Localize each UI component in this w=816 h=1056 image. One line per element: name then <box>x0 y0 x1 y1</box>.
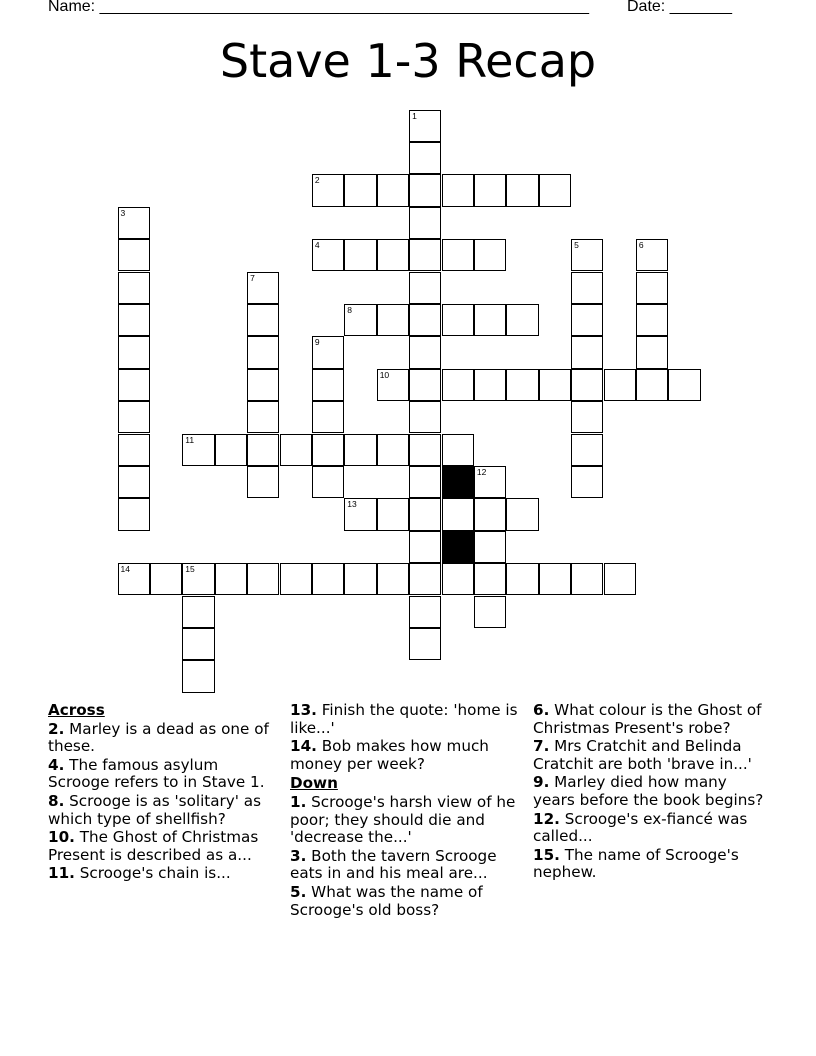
clue-number-label: 6 <box>638 240 644 251</box>
clue-across-10 <box>48 829 283 864</box>
crossword-cell[interactable] <box>377 174 409 206</box>
clue-down-1 <box>290 794 525 847</box>
crossword-cell[interactable] <box>344 434 376 466</box>
crossword-cell[interactable] <box>409 239 441 271</box>
crossword-cell[interactable] <box>506 563 538 595</box>
clue-number-label: 7 <box>250 272 255 283</box>
page-title: Stave 1-3 Recap <box>219 34 597 88</box>
crossword-cell[interactable] <box>409 434 441 466</box>
crossword-cell[interactable] <box>118 434 150 466</box>
crossword-cell[interactable] <box>506 304 538 336</box>
clue-number-label: 10 <box>379 369 390 380</box>
crossword-cell[interactable] <box>409 336 441 368</box>
crossword-cell[interactable] <box>571 304 603 336</box>
clue-column-3 <box>533 700 768 883</box>
crossword-cell[interactable] <box>571 239 603 271</box>
clue-number: 4. <box>48 755 65 774</box>
crossword-cell[interactable] <box>312 466 344 498</box>
crossword-cell[interactable] <box>409 142 441 174</box>
crossword-cell[interactable] <box>474 466 506 498</box>
clue-across-2 <box>48 721 283 756</box>
crossword-cell[interactable] <box>215 434 247 466</box>
clue-number-label: 11 <box>185 434 195 445</box>
crossword-cell[interactable] <box>571 563 603 595</box>
clue-down-3 <box>290 848 525 883</box>
crossword-cell[interactable] <box>409 628 441 660</box>
crossword-cell[interactable] <box>280 434 312 466</box>
clue-text: Scrooge is as 'solitary' as which type of shellfish? <box>48 791 262 828</box>
crossword-cell[interactable] <box>182 434 214 466</box>
clue-text: The Ghost of Christmas Present is described as a... <box>48 828 259 864</box>
clue-across-8 <box>48 793 283 828</box>
crossword-cell[interactable] <box>182 628 214 660</box>
crossword-cell[interactable] <box>247 434 279 466</box>
crossword-cell[interactable] <box>409 596 441 628</box>
crossword-cell[interactable] <box>377 434 409 466</box>
clue-down-7 <box>533 738 768 773</box>
crossword-cell[interactable] <box>247 336 279 368</box>
clue-number: 12. <box>533 809 560 828</box>
crossword-cell[interactable] <box>474 174 506 206</box>
clue-text: Marley is a dead as one of these. <box>48 719 269 756</box>
down-heading: Down <box>290 774 338 793</box>
crossword-cell[interactable] <box>474 304 506 336</box>
crossword-cell[interactable] <box>247 272 279 304</box>
clue-column-2 <box>290 700 525 920</box>
clue-number-label: 13 <box>347 499 357 510</box>
crossword-cell[interactable] <box>118 401 150 433</box>
crossword-cell[interactable] <box>182 563 214 595</box>
crossword-cell[interactable] <box>571 401 603 433</box>
clue-number: 13. <box>290 701 317 719</box>
crossword-cell[interactable] <box>377 239 409 271</box>
crossword-cell[interactable] <box>539 369 571 401</box>
crossword-cell[interactable] <box>377 369 409 401</box>
clue-text: Marley died how many years before the book begins? <box>533 773 764 809</box>
crossword-cell[interactable] <box>474 596 506 628</box>
crossword-cell[interactable] <box>344 174 376 206</box>
crossword-cell[interactable] <box>409 369 441 401</box>
clue-across-14 <box>290 738 525 773</box>
black-square <box>442 531 474 563</box>
clue-number-label: 2 <box>314 175 320 186</box>
clue-number: 6. <box>533 701 550 719</box>
crossword-cell[interactable] <box>571 434 603 466</box>
crossword-cell[interactable] <box>118 304 150 336</box>
crossword-cell[interactable] <box>442 369 474 401</box>
across-heading: Across <box>48 701 105 719</box>
crossword-cell[interactable] <box>312 434 344 466</box>
crossword-cell[interactable] <box>442 239 474 271</box>
crossword-cell[interactable] <box>442 434 474 466</box>
crossword-cell[interactable] <box>474 369 506 401</box>
crossword-cell[interactable] <box>247 369 279 401</box>
crossword-cell[interactable] <box>409 498 441 530</box>
crossword-cell[interactable] <box>409 207 441 239</box>
crossword-cell[interactable] <box>474 239 506 271</box>
crossword-cell[interactable] <box>571 336 603 368</box>
clue-text: Mrs Cratchit and Belinda Cratchit are both 'brave in...' <box>533 737 752 773</box>
crossword-cell[interactable] <box>118 563 150 595</box>
crossword-cell[interactable] <box>604 369 636 401</box>
date-field-label: Date: _______ <box>627 0 732 15</box>
crossword-cell[interactable] <box>118 498 150 530</box>
clue-text: What colour is the Ghost of Christmas Present's robe? <box>533 701 762 737</box>
crossword-cell[interactable] <box>409 563 441 595</box>
clue-across-4 <box>48 757 283 792</box>
clue-down-15 <box>533 847 768 882</box>
clue-text: What was the name of Scrooge's old boss? <box>290 882 483 919</box>
crossword-cell[interactable] <box>474 531 506 563</box>
clue-column-1 <box>48 700 283 884</box>
crossword-cell[interactable] <box>312 369 344 401</box>
clue-number: 3. <box>290 846 307 865</box>
clue-down-9 <box>533 774 768 809</box>
crossword-cell[interactable] <box>442 498 474 530</box>
crossword-cell[interactable] <box>409 110 441 142</box>
clue-number-label: 1 <box>412 110 417 121</box>
crossword-cell[interactable] <box>150 563 182 595</box>
crossword-cell[interactable] <box>604 563 636 595</box>
clue-text: Bob makes how much money per week? <box>290 737 489 773</box>
clue-number-label: 8 <box>347 304 353 315</box>
crossword-cell[interactable] <box>312 401 344 433</box>
crossword-cell[interactable] <box>118 369 150 401</box>
crossword-cell[interactable] <box>506 174 538 206</box>
crossword-cell[interactable] <box>506 369 538 401</box>
clue-across-11 <box>48 865 283 883</box>
crossword-cell[interactable] <box>571 272 603 304</box>
clue-across-13 <box>290 702 525 737</box>
clue-number: 15. <box>533 845 560 864</box>
black-square <box>442 466 474 498</box>
crossword-cell[interactable] <box>247 466 279 498</box>
clue-number: 7. <box>533 737 550 756</box>
clue-text: Finish the quote: 'home is like...' <box>290 701 518 737</box>
crossword-cell[interactable] <box>474 498 506 530</box>
crossword-cell[interactable] <box>247 563 279 595</box>
crossword-cell[interactable] <box>539 174 571 206</box>
crossword-cell[interactable] <box>636 336 668 368</box>
crossword-cell[interactable] <box>344 304 376 336</box>
crossword-cell[interactable] <box>636 272 668 304</box>
crossword-cell[interactable] <box>409 466 441 498</box>
crossword-cell[interactable] <box>118 466 150 498</box>
clue-text: The famous asylum Scrooge refers to in Stave 1. <box>48 755 265 792</box>
crossword-cell[interactable] <box>247 401 279 433</box>
clue-text: The name of Scrooge's nephew. <box>533 845 739 882</box>
crossword-cell[interactable] <box>409 531 441 563</box>
crossword-cell[interactable] <box>506 498 538 530</box>
clue-number-label: 3 <box>120 207 126 218</box>
crossword-cell[interactable] <box>636 304 668 336</box>
crossword-cell[interactable] <box>182 596 214 628</box>
clue-text: Scrooge's chain is... <box>79 864 231 883</box>
crossword-cell[interactable] <box>409 174 441 206</box>
crossword-cell[interactable] <box>182 660 214 692</box>
crossword-cell[interactable] <box>377 498 409 530</box>
crossword-cell[interactable] <box>118 239 150 271</box>
crossword-cell[interactable] <box>442 304 474 336</box>
crossword-cell[interactable] <box>409 304 441 336</box>
clue-number-label: 4 <box>314 240 320 251</box>
crossword-cell[interactable] <box>312 174 344 206</box>
crossword-cell[interactable] <box>377 563 409 595</box>
clue-number: 1. <box>290 792 307 811</box>
clue-text: Scrooge's harsh view of he poor; they should die and 'decrease the...' <box>290 792 516 847</box>
crossword-cell[interactable] <box>636 239 668 271</box>
clue-text: Both the tavern Scrooge eats in and his meal are... <box>290 846 497 883</box>
crossword-cell[interactable] <box>409 272 441 304</box>
clue-number: 8. <box>48 791 65 810</box>
clue-number-label: 12 <box>476 466 487 477</box>
crossword-cell[interactable] <box>474 563 506 595</box>
clue-number-label: 5 <box>574 240 579 251</box>
crossword-cell[interactable] <box>215 563 247 595</box>
clue-text: Scrooge's ex-fiancé was called... <box>533 809 748 846</box>
clue-down-12 <box>533 811 768 846</box>
clue-number: 14. <box>290 737 317 756</box>
crossword-cell[interactable] <box>377 304 409 336</box>
name-field-label: Name: _______________________________________________________ <box>48 0 589 15</box>
crossword-cell[interactable] <box>118 272 150 304</box>
crossword-cell[interactable] <box>344 239 376 271</box>
crossword-cell[interactable] <box>118 207 150 239</box>
crossword-cell[interactable] <box>312 563 344 595</box>
crossword-cell[interactable] <box>636 369 668 401</box>
crossword-cell[interactable] <box>280 563 312 595</box>
crossword-cell[interactable] <box>118 336 150 368</box>
crossword-cell[interactable] <box>442 174 474 206</box>
crossword-cell[interactable] <box>312 336 344 368</box>
crossword-cell[interactable] <box>668 369 700 401</box>
clue-number-label: 15 <box>185 564 195 575</box>
crossword-cell[interactable] <box>344 498 376 530</box>
crossword-cell[interactable] <box>344 563 376 595</box>
crossword-cell[interactable] <box>247 304 279 336</box>
clue-number: 2. <box>48 719 65 738</box>
crossword-cell[interactable] <box>312 239 344 271</box>
clue-down-5 <box>290 884 525 919</box>
clue-number-label: 9 <box>314 337 320 348</box>
clue-number: 10. <box>48 828 75 847</box>
crossword-cell[interactable] <box>409 401 441 433</box>
crossword-cell[interactable] <box>571 369 603 401</box>
clue-number: 9. <box>533 773 550 792</box>
crossword-cell[interactable] <box>571 466 603 498</box>
clue-number-label: 14 <box>120 564 130 575</box>
crossword-cell[interactable] <box>442 563 474 595</box>
clue-number: 11. <box>48 864 75 883</box>
clue-number: 5. <box>290 882 307 901</box>
crossword-cell[interactable] <box>539 563 571 595</box>
clue-down-6 <box>533 702 768 737</box>
